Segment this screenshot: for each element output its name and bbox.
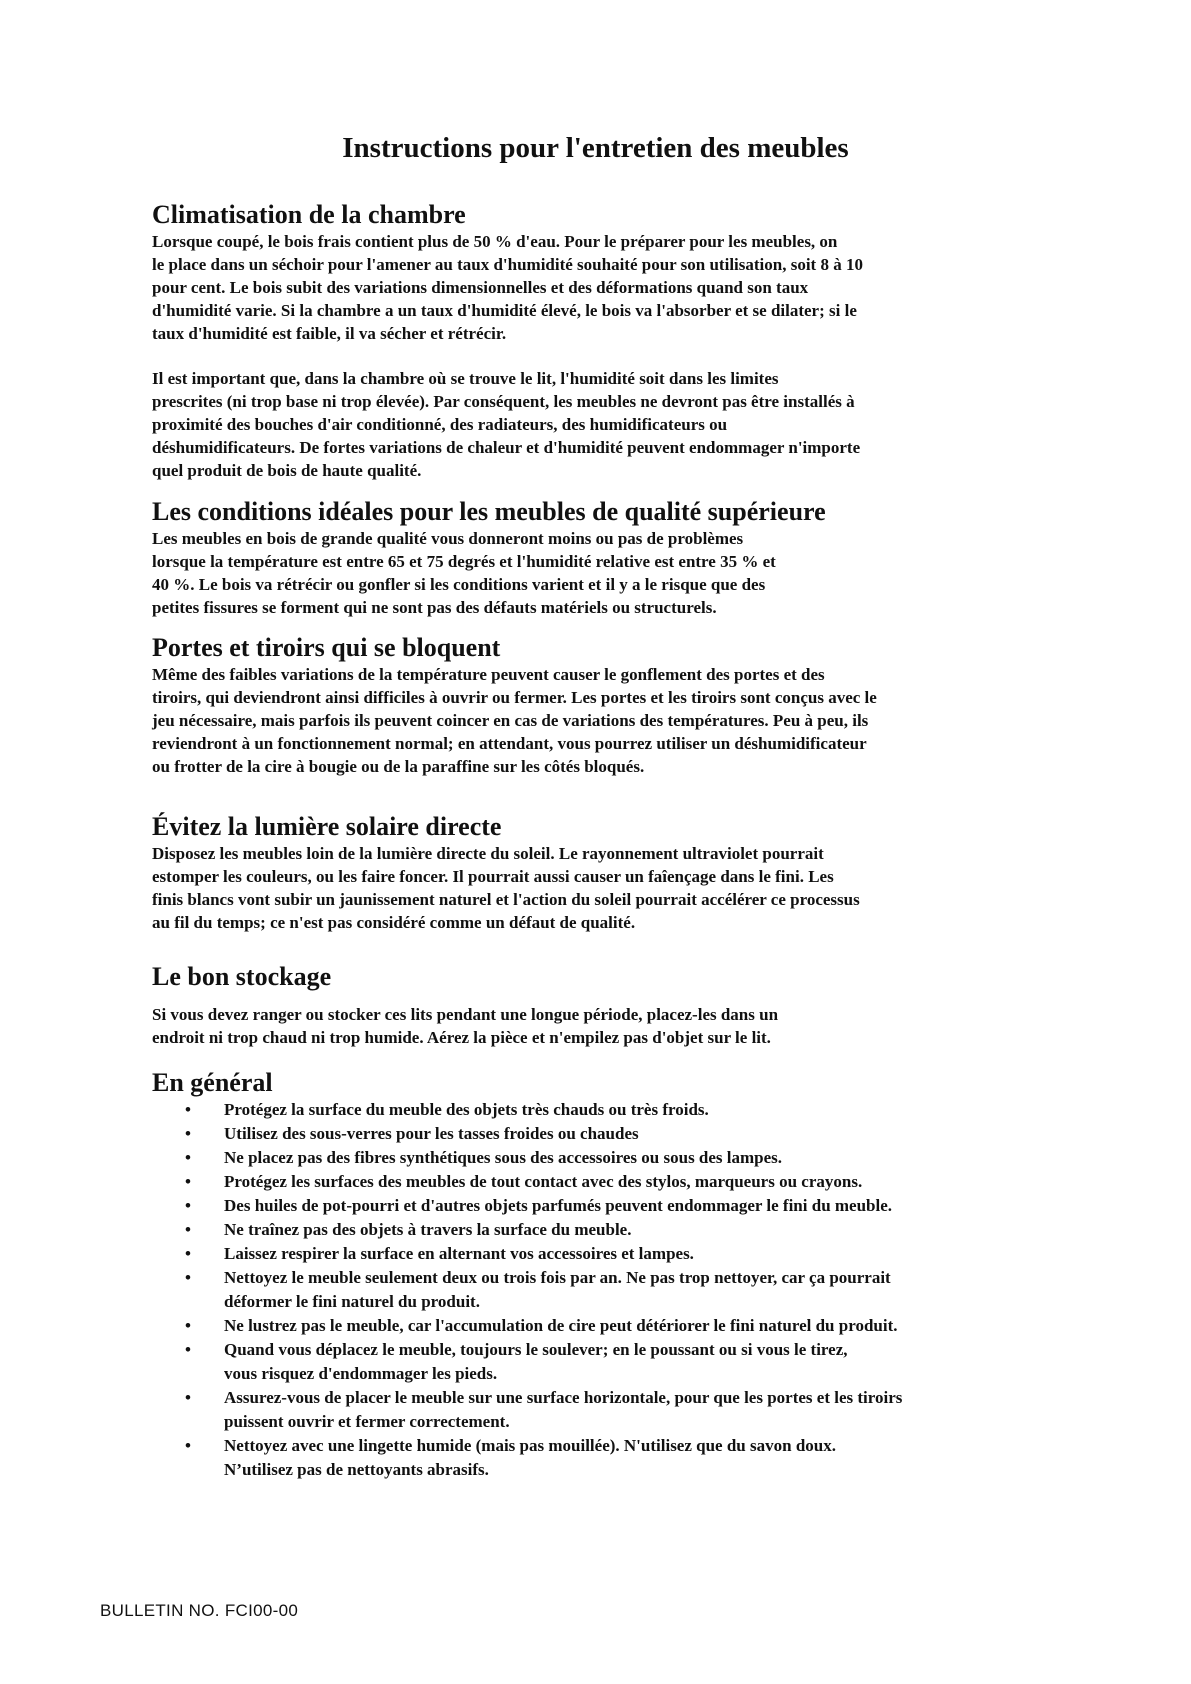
list-item: • Protégez la surface du meuble des objets très chauds ou très froids. <box>152 1098 1032 1122</box>
paragraph: Il est important que, dans la chambre où se trouve le lit, l'humidité soit dans les limites prescrites (ni trop base ni trop élevée). Par conséquent, les meubles ne devront pas être installés à proximité des bouches d'air conditionné, des radiateurs, des humidificateurs ou déshumidificateurs. De fortes variations de chaleur et d'humidité peuvent endommager n'importe quel produit de bois de haute qualité. <box>152 369 861 480</box>
bullet-list <box>152 1098 1032 1482</box>
list-item: • Protégez les surfaces des meubles de tout contact avec des stylos, marqueurs ou crayons. <box>152 1170 1032 1194</box>
section-stockage <box>152 962 1032 1049</box>
list-item: • Ne traînez pas des objets à travers la surface du meuble. <box>152 1218 1032 1242</box>
section-conditions <box>152 497 1032 619</box>
bullet-icon: • <box>185 1436 191 1455</box>
list-item: • Laissez respirer la surface en alternant vos accessoires et lampes. <box>152 1242 1032 1266</box>
bullet-icon: • <box>185 1220 191 1239</box>
list-item: • Utilisez des sous-verres pour les tasses froides ou chaudes <box>152 1122 1032 1146</box>
paragraph: Si vous devez ranger ou stocker ces lits pendant une longue période, placez-les dans un endroit ni trop chaud ni trop humide. Aérez la pièce et n'empilez pas d'objet sur le lit. <box>152 1005 779 1047</box>
list-item: • Nettoyez avec une lingette humide (mais pas mouillée). N'utilisez que du savon doux. N’utilisez pas de nettoyants abrasifs. <box>185 1436 836 1479</box>
section-heading: Portes et tiroirs qui se bloquent <box>152 633 501 662</box>
section-heading: Les conditions idéales pour les meubles de qualité supérieure <box>152 497 826 526</box>
section-lumiere <box>152 812 1032 934</box>
list-item: • Assurez-vous de placer le meuble sur une surface horizontale, pour que les portes et les tiroirs puissent ouvrir et fermer correctement. <box>185 1388 903 1431</box>
bullet-icon: • <box>185 1388 191 1407</box>
bullet-icon: • <box>185 1268 191 1287</box>
bullet-icon: • <box>185 1124 191 1143</box>
bullet-icon: • <box>185 1148 191 1167</box>
section-heading: Évitez la lumière solaire directe <box>152 812 502 841</box>
paragraph: Même des faibles variations de la température peuvent causer le gonflement des portes et des tiroirs, qui deviendront ainsi difficiles à ouvrir ou fermer. Les portes et les tiroirs sont conçus avec le jeu nécessaire, mais parfois ils peuvent coincer en cas de variations des températures. Peu à peu, ils reviendront à un fonctionnement normal; en attendant, vous pourrez utiliser un déshumidificateur ou frotter de la cire à bougie ou de la paraffine sur les côtés bloqués. <box>152 665 877 776</box>
section-portes <box>152 633 1032 778</box>
bullet-icon: • <box>185 1340 191 1359</box>
section-heading: Le bon stockage <box>152 962 332 991</box>
list-item: • Ne placez pas des fibres synthétiques sous des accessoires ou sous des lampes. <box>152 1146 1032 1170</box>
bullet-icon: • <box>185 1196 191 1215</box>
bullet-icon: • <box>185 1100 191 1119</box>
page-title: Instructions pour l'entretien des meubles <box>342 132 849 164</box>
section-heading: En général <box>152 1068 273 1097</box>
list-item: • Ne lustrez pas le meuble, car l'accumulation de cire peut détériorer le fini naturel du produit. <box>152 1314 1032 1338</box>
bullet-icon: • <box>185 1172 191 1191</box>
bullet-icon: • <box>185 1244 191 1263</box>
list-item: • Quand vous déplacez le meuble, toujours le soulever; en le poussant ou si vous le tirez, vous risquez d'endommager les pieds. <box>185 1340 848 1383</box>
list-item: • Des huiles de pot-pourri et d'autres objets parfumés peuvent endommager le fini du meuble. <box>152 1194 1032 1218</box>
bulletin-number: BULLETIN NO. FCI00-00 <box>100 1601 299 1620</box>
bullet-icon: • <box>185 1316 191 1335</box>
section-general <box>152 1068 1032 1482</box>
paragraph: Lorsque coupé, le bois frais contient plus de 50 % d'eau. Pour le préparer pour les meubles, on le place dans un séchoir pour l'amener au taux d'humidité souhaité pour son utilisation, soit 8 à 10 pour cent. Le bois subit des variations dimensionnelles et des déformations quand son taux d'humidité varie. Si la chambre a un taux d'humidité élevé, le bois va l'absorber et se dilater; si le taux d'humidité est faible, il va sécher et rétrécir. <box>152 232 863 343</box>
section-heading: Climatisation de la chambre <box>152 200 466 229</box>
section-climatisation <box>152 200 1032 482</box>
paragraph: Les meubles en bois de grande qualité vous donneront moins ou pas de problèmes lorsque la température est entre 65 et 75 degrés et l'humidité relative est entre 35 % et 40 %. Le bois va rétrécir ou gonfler si les conditions varient et il y a le risque que des petites fissures se forment qui ne sont pas des défauts matériels ou structurels. <box>152 529 776 617</box>
paragraph: Disposez les meubles loin de la lumière directe du soleil. Le rayonnement ultraviolet pourrait estomper les couleurs, ou les faire foncer. Il pourrait aussi causer un faîençage dans le fini. Les finis blancs vont subir un jaunissement naturel et l'action du soleil pourrait accélérer ce processus au fil du temps; ce n'est pas considéré comme un défaut de qualité. <box>152 844 860 932</box>
list-item: • Nettoyez le meuble seulement deux ou trois fois par an. Ne pas trop nettoyer, car ça pourrait déformer le fini naturel du produit. <box>185 1268 891 1311</box>
